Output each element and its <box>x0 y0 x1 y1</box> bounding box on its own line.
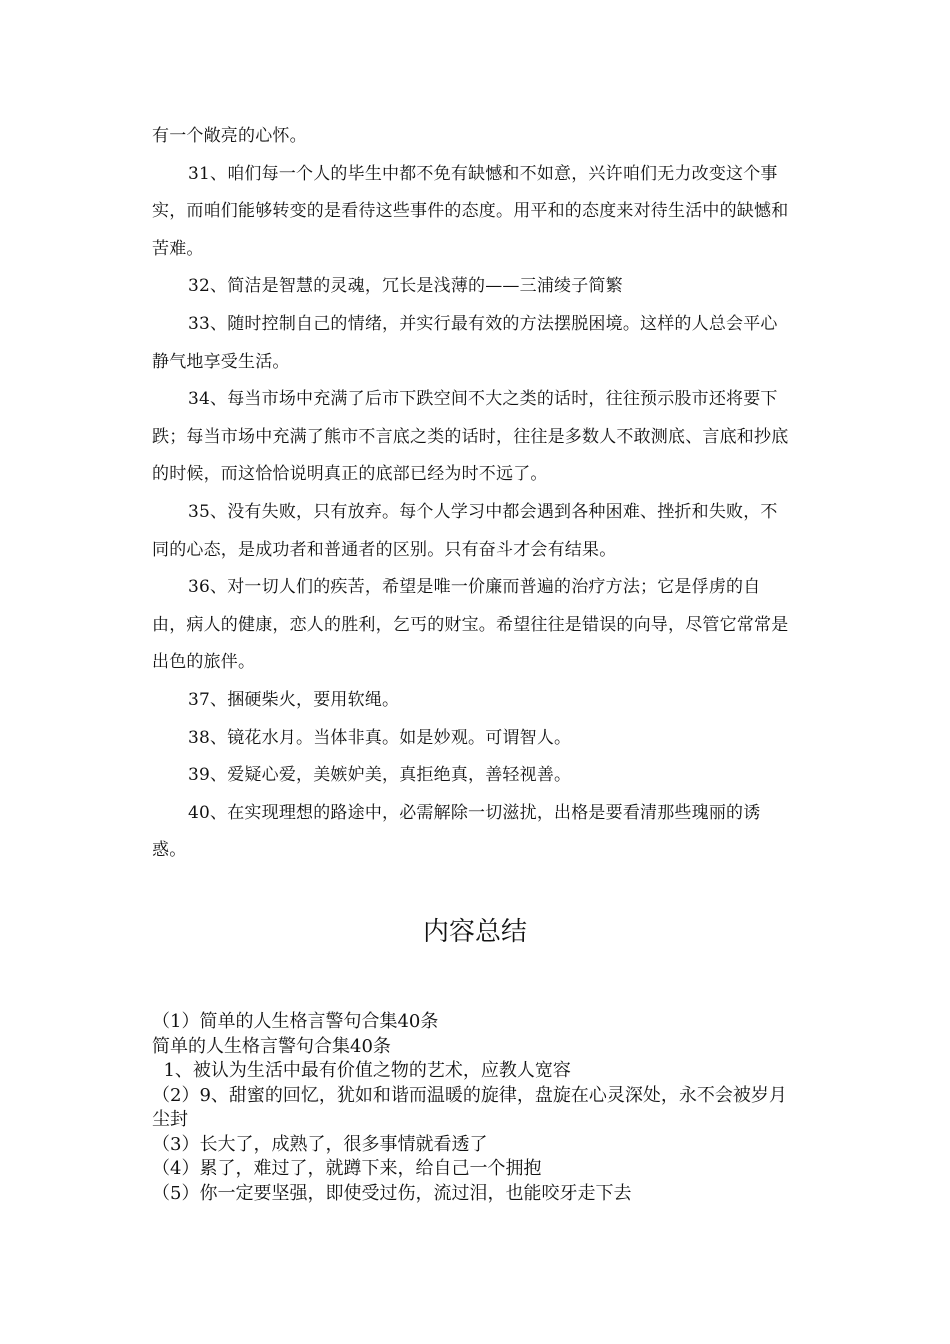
summary-heading: 内容总结 <box>422 917 527 947</box>
summary-line: （4）累了，难过了，就蹲下来，给自己一个拥抱 <box>152 1158 542 1179</box>
quotes-body <box>152 118 792 870</box>
quote-33: 33、随时控制自己的情绪，并实行最有效的方法摆脱困境。这样的人总会平心静气地享受生活。 <box>152 313 778 372</box>
quote-36: 36、对一切人们的疾苦，希望是唯一价廉而普遍的治疗方法；它是俘虏的自由，病人的健康，恋人的胜利，乞丐的财宝。希望往往是错误的向导，尽管它常常是出色的旅伴。 <box>152 577 789 673</box>
summary-line: （5）你一定要坚强，即使受过伤，流过泪，也能咬牙走下去 <box>152 1182 632 1204</box>
summary-line: （3）长大了，成熟了，很多事情就看透了 <box>152 1133 488 1155</box>
quote-40: 40、在实现理想的路途中，必需解除一切滋扰，出格是要看清那些瑰丽的诱惑。 <box>152 802 761 861</box>
quote-37: 37、捆硬柴火，要用软绳。 <box>188 689 400 710</box>
summary-line: （2）9、甜蜜的回忆，犹如和谐而温暖的旋律，盘旋在心灵深处，永不会被岁月尘封 <box>152 1084 787 1130</box>
quote-38: 38、镜花水月。当体非真。如是妙观。可谓智人。 <box>188 727 572 748</box>
quote-34: 34、每当市场中充满了后市下跌空间不大之类的话时，往往预示股市还将要下跌；每当市场中充满了熊市不言底之类的话时，往往是多数人不敢测底、言底和抄底的时候，而这恰恰说明真正的底部已经为时不远了。 <box>152 389 789 485</box>
quote-35: 35、没有失败，只有放弃。每个人学习中都会遇到各种困难、挫折和失败，不同的心态，是成功者和普通者的区别。只有奋斗才会有结果。 <box>152 501 778 560</box>
summary-section <box>152 1010 797 1206</box>
quote-32: 32、简洁是智慧的灵魂，冗长是浅薄的——三浦绫子简繁 <box>188 276 623 297</box>
quote-31: 31、咱们每一个人的毕生中都不免有缺憾和不如意，兴许咱们无力改变这个事实，而咱们能够转变的是看待这些事件的态度。用平和的态度来对待生活中的缺憾和苦难。 <box>152 163 789 259</box>
summary-line: 1、被认为生活中最有价值之物的艺术，应教人宽容 <box>152 1060 571 1081</box>
paragraph-continuation: 有一个敞亮的心怀。 <box>152 126 307 146</box>
summary-line: （1）简单的人生格言警句合集40条 <box>152 1011 439 1032</box>
quote-39: 39、爱疑心爱，美嫉妒美，真拒绝真，善轻视善。 <box>188 765 572 786</box>
summary-line: 简单的人生格言警句合集40条 <box>152 1035 391 1057</box>
